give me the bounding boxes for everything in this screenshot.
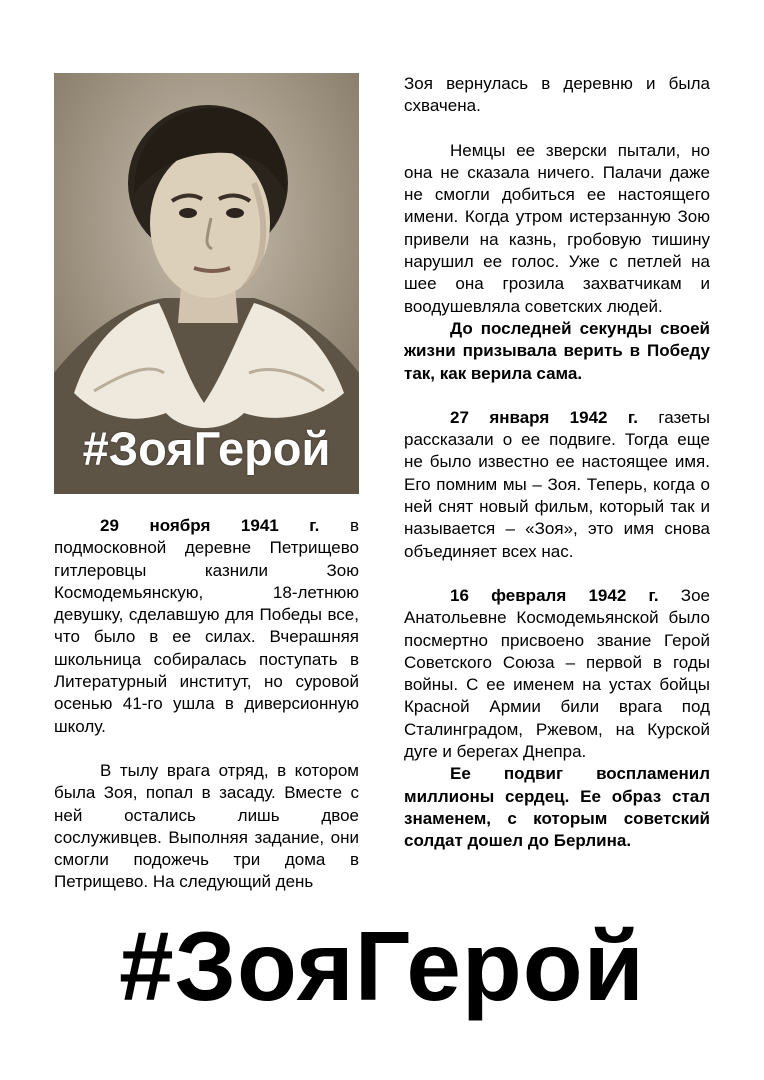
date-highlight: 16 февраля 1942 г. — [450, 585, 659, 605]
hashtag-title: #ЗояГерой — [119, 911, 645, 1021]
paragraph — [404, 407, 710, 563]
date-highlight: 27 января 1942 г. — [450, 407, 638, 427]
portrait-caption: #ЗояГерой — [82, 422, 331, 475]
right-column — [404, 73, 710, 853]
paragraph-text: Зое Анатольевне Космодемьянской было посмертно присвоено звание Герой Советского Союза – первой в годы войны. С ее именем на устах бойцы Красной Армии били врага под Сталинградом, Ржевом, на Курской дуге и берегах Днепра. — [404, 585, 710, 762]
paragraph-text: газеты рассказали о ее подвиге. Тогда еще не было известно ее настоящее имя. Его помним мы – Зоя. Теперь, когда о ней снят новый фильм, который так и называется – «Зоя», это имя снова объединяет всех нас. — [404, 407, 710, 561]
bold-paragraph: Ее подвиг воспламенил миллионы сердец. Ее образ стал знаменем, с которым советский солдат дошел до Берлина. — [404, 764, 710, 851]
paragraph: Зоя вернулась в деревню и была схвачена. — [404, 74, 710, 116]
paragraph — [404, 585, 710, 763]
left-column — [54, 515, 359, 894]
paragraph: В тылу врага отряд, в котором была Зоя, попал в засаду. Вместе с ней остались лишь двое сослуживцев. Выполняя задание, они смогли подожечь три дома в Петрищево. На следующий день — [54, 760, 359, 892]
portrait-image — [54, 73, 359, 494]
bold-paragraph: До последней секунды своей жизни призывала верить в Победу так, как верила сама. — [404, 318, 710, 383]
paragraph: Немцы ее зверски пытали, но она не сказала ничего. Палачи даже не смогли добиться ее настоящего имени. Когда утром истерзанную Зою привели на казнь, гробовую тишину нарушил ее голос. Уже с петлей на шее она грозила захватчикам и воодушевляла советских людей. — [404, 140, 710, 316]
paragraph — [54, 515, 359, 738]
paragraph-text: в подмосковной деревне Петрищево гитлеровцы казнили Зою Космодемьянскую, 18-летнюю девушку, сделавшую для Победы все, что было в ее силах. Вчерашняя школьница собиралась поступать в Литературный институт, но суровой осенью 41-го ушла в диверсионную школу. — [54, 516, 359, 736]
date-highlight: 29 ноября 1941 г. — [100, 516, 320, 535]
